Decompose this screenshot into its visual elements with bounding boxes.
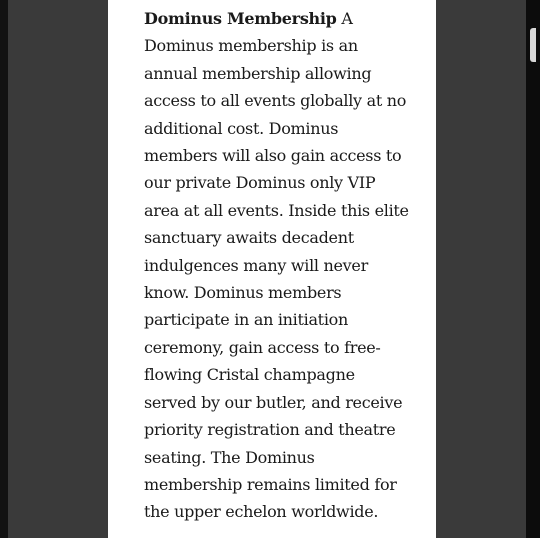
document-screen — [108, 0, 436, 538]
text-line: indulgences many will never — [144, 255, 368, 275]
text-line: access to all events globally at no — [144, 91, 407, 111]
text-line: priority registration and theatre — [144, 420, 396, 440]
text-line: A — [341, 9, 353, 28]
text-line: additional cost. Dominus — [144, 118, 339, 138]
membership-heading: Dominus Membership — [144, 9, 337, 28]
text-line: sanctuary awaits decadent — [144, 228, 354, 248]
side-button-highlight — [530, 28, 536, 62]
text-line: ceremony, gain access to free- — [144, 337, 381, 357]
right-edge — [526, 0, 540, 538]
text-line: served by our butler, and receive — [144, 392, 403, 412]
text-line: flowing Cristal champagne — [144, 365, 355, 385]
text-line: annual membership allowing — [144, 63, 372, 83]
text-line: know. Dominus members — [144, 283, 342, 303]
text-line: seating. The Dominus — [144, 447, 315, 467]
text-line: membership remains limited for — [144, 474, 397, 494]
left-bezel — [8, 0, 108, 538]
text-line: our private Dominus only VIP — [144, 173, 376, 193]
left-edge — [0, 0, 8, 538]
text-line: Dominus membership is an — [144, 36, 358, 56]
right-bezel — [436, 0, 526, 538]
text-line: the upper echelon worldwide. — [144, 502, 379, 522]
text-line: area at all events. Inside this elite — [144, 200, 409, 220]
text-line: members will also gain access to — [144, 146, 402, 166]
text-line: participate in an initiation — [144, 310, 348, 330]
membership-paragraph — [144, 5, 430, 526]
